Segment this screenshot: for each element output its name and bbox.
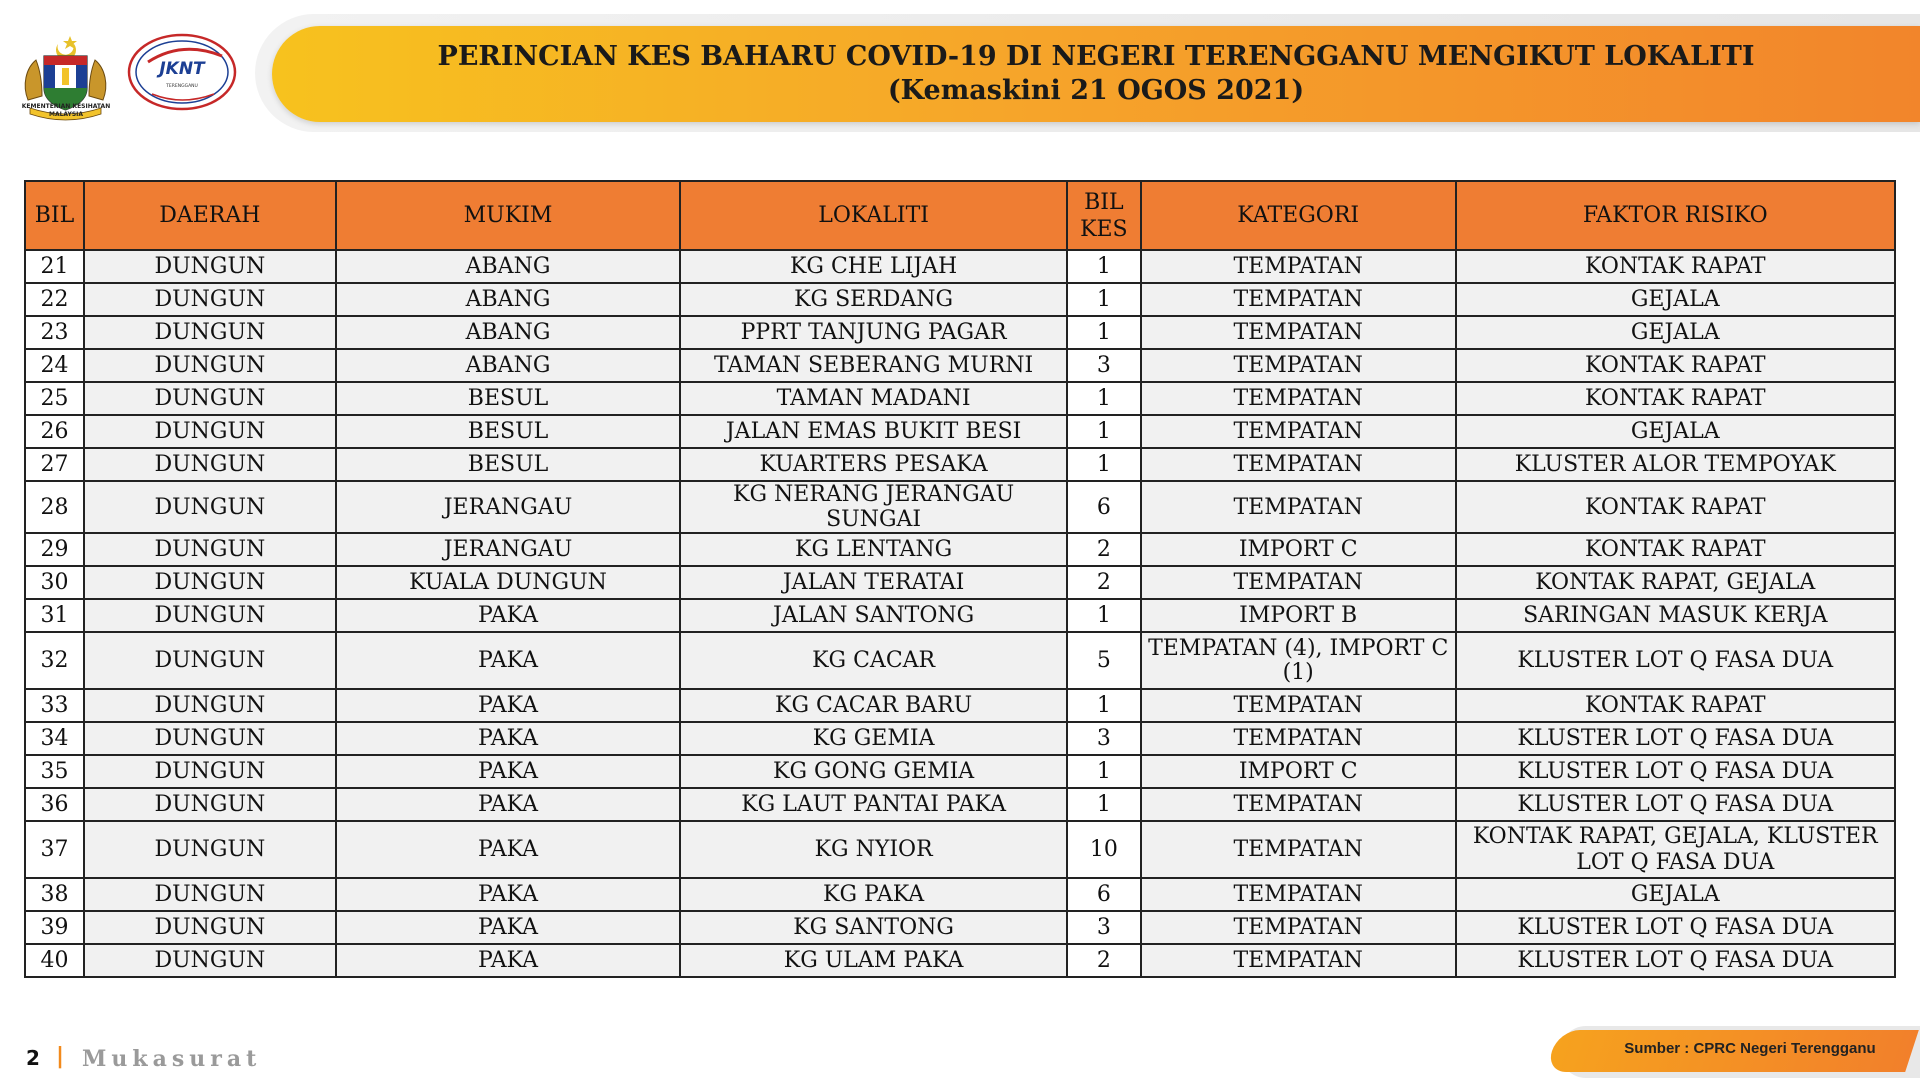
cell-kategori: TEMPATAN (4), IMPORT C (1) [1141, 632, 1456, 689]
cell-kategori: IMPORT C [1141, 755, 1456, 788]
cell-lokaliti: JALAN SANTONG [680, 599, 1067, 632]
cell-kategori: TEMPATAN [1141, 911, 1456, 944]
cell-bil-kes: 2 [1067, 944, 1141, 977]
col-header-mukim: MUKIM [336, 181, 681, 250]
cell-mukim: JERANGAU [336, 481, 681, 533]
cell-bil: 23 [25, 316, 84, 349]
title-line-2: (Kemaskini 21 OGOS 2021) [887, 75, 1305, 106]
table-row [25, 533, 1895, 566]
col-header-bil: BIL [25, 181, 84, 250]
jknt-logo [126, 32, 238, 112]
cell-lokaliti: KG GEMIA [680, 722, 1067, 755]
cell-kategori: TEMPATAN [1141, 878, 1456, 911]
cell-mukim: ABANG [336, 316, 681, 349]
cell-daerah: DUNGUN [84, 911, 336, 944]
jknt-logo-text: JKNT [159, 59, 205, 79]
source-text: Sumber : CPRC Negeri Terengganu [1624, 1040, 1876, 1057]
table-row [25, 821, 1895, 878]
cell-faktor-risiko: GEJALA [1456, 415, 1895, 448]
table-row [25, 415, 1895, 448]
cell-bil-kes: 1 [1067, 788, 1141, 821]
cell-faktor-risiko: KLUSTER ALOR TEMPOYAK [1456, 448, 1895, 481]
table-row [25, 878, 1895, 911]
cell-lokaliti: KG CHE LIJAH [680, 250, 1067, 283]
table-row [25, 250, 1895, 283]
cell-bil: 24 [25, 349, 84, 382]
cell-daerah: DUNGUN [84, 689, 336, 722]
cell-bil-kes: 10 [1067, 821, 1141, 878]
cell-mukim: PAKA [336, 689, 681, 722]
cell-lokaliti: KG ULAM PAKA [680, 944, 1067, 977]
cell-bil-kes: 6 [1067, 878, 1141, 911]
cell-bil: 38 [25, 878, 84, 911]
cell-bil-kes: 1 [1067, 755, 1141, 788]
cell-kategori: TEMPATAN [1141, 566, 1456, 599]
cell-daerah: DUNGUN [84, 755, 336, 788]
table-row [25, 481, 1895, 533]
cell-bil-kes: 2 [1067, 566, 1141, 599]
cell-lokaliti: KG GONG GEMIA [680, 755, 1067, 788]
cell-kategori: TEMPATAN [1141, 481, 1456, 533]
cell-bil: 33 [25, 689, 84, 722]
cell-bil: 40 [25, 944, 84, 977]
cell-mukim: JERANGAU [336, 533, 681, 566]
table-row [25, 911, 1895, 944]
cell-faktor-risiko: KLUSTER LOT Q FASA DUA [1456, 755, 1895, 788]
cell-lokaliti: JALAN EMAS BUKIT BESI [680, 415, 1067, 448]
cell-bil: 30 [25, 566, 84, 599]
col-header-bil-kes: BIL KES [1067, 181, 1141, 250]
cell-bil: 39 [25, 911, 84, 944]
table-row [25, 632, 1895, 689]
cell-faktor-risiko: KONTAK RAPAT [1456, 349, 1895, 382]
cell-mukim: PAKA [336, 911, 681, 944]
cell-faktor-risiko: KLUSTER LOT Q FASA DUA [1456, 632, 1895, 689]
cell-mukim: PAKA [336, 599, 681, 632]
cell-faktor-risiko: KONTAK RAPAT [1456, 533, 1895, 566]
cell-daerah: DUNGUN [84, 821, 336, 878]
cell-lokaliti: KUARTERS PESAKA [680, 448, 1067, 481]
cell-faktor-risiko: KONTAK RAPAT [1456, 250, 1895, 283]
cell-lokaliti: KG LAUT PANTAI PAKA [680, 788, 1067, 821]
cell-bil-kes: 1 [1067, 316, 1141, 349]
cell-bil-kes: 1 [1067, 448, 1141, 481]
cell-lokaliti: KG LENTANG [680, 533, 1067, 566]
table-row [25, 448, 1895, 481]
cell-bil: 35 [25, 755, 84, 788]
cell-faktor-risiko: KONTAK RAPAT [1456, 481, 1895, 533]
cell-lokaliti: KG PAKA [680, 878, 1067, 911]
cell-bil: 21 [25, 250, 84, 283]
cell-daerah: DUNGUN [84, 349, 336, 382]
cell-kategori: TEMPATAN [1141, 788, 1456, 821]
cell-faktor-risiko: GEJALA [1456, 316, 1895, 349]
cell-daerah: DUNGUN [84, 944, 336, 977]
cell-bil: 28 [25, 481, 84, 533]
title-line-1: PERINCIAN KES BAHARU COVID-19 DI NEGERI TERENGGANU MENGIKUT LOKALITI [437, 41, 1755, 72]
cell-lokaliti: JALAN TERATAI [680, 566, 1067, 599]
cell-lokaliti: TAMAN MADANI [680, 382, 1067, 415]
table-row [25, 349, 1895, 382]
cell-daerah: DUNGUN [84, 382, 336, 415]
cell-faktor-risiko: KONTAK RAPAT, GEJALA [1456, 566, 1895, 599]
cell-lokaliti: KG CACAR BARU [680, 689, 1067, 722]
cell-mukim: BESUL [336, 415, 681, 448]
cell-kategori: IMPORT C [1141, 533, 1456, 566]
cell-mukim: ABANG [336, 283, 681, 316]
cell-daerah: DUNGUN [84, 533, 336, 566]
cell-lokaliti: PPRT TANJUNG PAGAR [680, 316, 1067, 349]
cell-kategori: IMPORT B [1141, 599, 1456, 632]
cell-lokaliti: KG NERANG JERANGAU SUNGAI [680, 481, 1067, 533]
cell-bil: 29 [25, 533, 84, 566]
cell-kategori: TEMPATAN [1141, 382, 1456, 415]
cell-bil: 22 [25, 283, 84, 316]
table-row [25, 755, 1895, 788]
cell-bil-kes: 1 [1067, 382, 1141, 415]
cell-bil-kes: 1 [1067, 250, 1141, 283]
cell-bil: 31 [25, 599, 84, 632]
cell-bil-kes: 6 [1067, 481, 1141, 533]
cell-faktor-risiko: KLUSTER LOT Q FASA DUA [1456, 722, 1895, 755]
table-row [25, 599, 1895, 632]
cell-mukim: PAKA [336, 788, 681, 821]
cell-faktor-risiko: KONTAK RAPAT, GEJALA, KLUSTER LOT Q FASA DUA [1456, 821, 1895, 878]
cell-mukim: PAKA [336, 944, 681, 977]
cell-mukim: PAKA [336, 755, 681, 788]
cell-daerah: DUNGUN [84, 632, 336, 689]
cell-mukim: KUALA DUNGUN [336, 566, 681, 599]
cell-kategori: TEMPATAN [1141, 448, 1456, 481]
table-row [25, 382, 1895, 415]
cell-kategori: TEMPATAN [1141, 349, 1456, 382]
cell-kategori: TEMPATAN [1141, 250, 1456, 283]
cell-kategori: TEMPATAN [1141, 283, 1456, 316]
table-body [25, 250, 1895, 977]
cell-kategori: TEMPATAN [1141, 316, 1456, 349]
table-row [25, 689, 1895, 722]
cell-mukim: PAKA [336, 821, 681, 878]
cases-table [24, 180, 1896, 978]
cell-mukim: ABANG [336, 349, 681, 382]
cell-bil: 26 [25, 415, 84, 448]
cell-kategori: TEMPATAN [1141, 415, 1456, 448]
cell-daerah: DUNGUN [84, 788, 336, 821]
col-header-daerah: DAERAH [84, 181, 336, 250]
cell-kategori: TEMPATAN [1141, 821, 1456, 878]
cell-faktor-risiko: KONTAK RAPAT [1456, 689, 1895, 722]
kkm-logo-caption: KEMENTERIAN KESIHATAN MALAYSIA [21, 103, 111, 118]
cell-bil-kes: 3 [1067, 349, 1141, 382]
cell-mukim: ABANG [336, 250, 681, 283]
cell-lokaliti: KG SANTONG [680, 911, 1067, 944]
cell-bil-kes: 1 [1067, 283, 1141, 316]
cell-bil-kes: 2 [1067, 533, 1141, 566]
cell-bil: 32 [25, 632, 84, 689]
cell-lokaliti: KG NYIOR [680, 821, 1067, 878]
page-title [272, 40, 1920, 108]
cell-bil-kes: 3 [1067, 722, 1141, 755]
table-row [25, 722, 1895, 755]
cell-mukim: PAKA [336, 722, 681, 755]
cell-daerah: DUNGUN [84, 283, 336, 316]
cell-bil: 34 [25, 722, 84, 755]
table-row [25, 566, 1895, 599]
cell-bil-kes: 3 [1067, 911, 1141, 944]
cell-lokaliti: TAMAN SEBERANG MURNI [680, 349, 1067, 382]
cell-bil: 25 [25, 382, 84, 415]
cell-daerah: DUNGUN [84, 481, 336, 533]
cell-daerah: DUNGUN [84, 722, 336, 755]
table-row [25, 944, 1895, 977]
cell-bil-kes: 5 [1067, 632, 1141, 689]
cell-faktor-risiko: KLUSTER LOT Q FASA DUA [1456, 788, 1895, 821]
cell-mukim: BESUL [336, 448, 681, 481]
cell-bil-kes: 1 [1067, 599, 1141, 632]
cell-bil: 27 [25, 448, 84, 481]
cell-mukim: PAKA [336, 878, 681, 911]
cell-daerah: DUNGUN [84, 415, 336, 448]
col-header-lokaliti: LOKALITI [680, 181, 1067, 250]
page-label: Mukasurat [82, 1046, 262, 1072]
cell-lokaliti: KG CACAR [680, 632, 1067, 689]
cell-faktor-risiko: GEJALA [1456, 878, 1895, 911]
cell-daerah: DUNGUN [84, 316, 336, 349]
cell-mukim: BESUL [336, 382, 681, 415]
cell-faktor-risiko: KLUSTER LOT Q FASA DUA [1456, 911, 1895, 944]
cell-kategori: TEMPATAN [1141, 689, 1456, 722]
cell-bil: 36 [25, 788, 84, 821]
table-row [25, 316, 1895, 349]
cell-daerah: DUNGUN [84, 878, 336, 911]
cell-faktor-risiko: KLUSTER LOT Q FASA DUA [1456, 944, 1895, 977]
cell-faktor-risiko: SARINGAN MASUK KERJA [1456, 599, 1895, 632]
page-number: 2 [26, 1046, 40, 1070]
table-row [25, 788, 1895, 821]
cell-faktor-risiko: GEJALA [1456, 283, 1895, 316]
table-header-row [25, 181, 1895, 250]
cell-daerah: DUNGUN [84, 448, 336, 481]
cell-bil-kes: 1 [1067, 415, 1141, 448]
svg-text:TERENGGANU: TERENGGANU [166, 84, 198, 89]
cell-faktor-risiko: KONTAK RAPAT [1456, 382, 1895, 415]
cell-bil-kes: 1 [1067, 689, 1141, 722]
table-row [25, 283, 1895, 316]
col-header-faktor-risiko: FAKTOR RISIKO [1456, 181, 1895, 250]
page-separator: | [56, 1044, 65, 1069]
cell-mukim: PAKA [336, 632, 681, 689]
cell-bil: 37 [25, 821, 84, 878]
col-header-kategori: KATEGORI [1141, 181, 1456, 250]
cell-kategori: TEMPATAN [1141, 722, 1456, 755]
cell-daerah: DUNGUN [84, 599, 336, 632]
cell-lokaliti: KG SERDANG [680, 283, 1067, 316]
cell-kategori: TEMPATAN [1141, 944, 1456, 977]
cell-daerah: DUNGUN [84, 250, 336, 283]
cell-daerah: DUNGUN [84, 566, 336, 599]
